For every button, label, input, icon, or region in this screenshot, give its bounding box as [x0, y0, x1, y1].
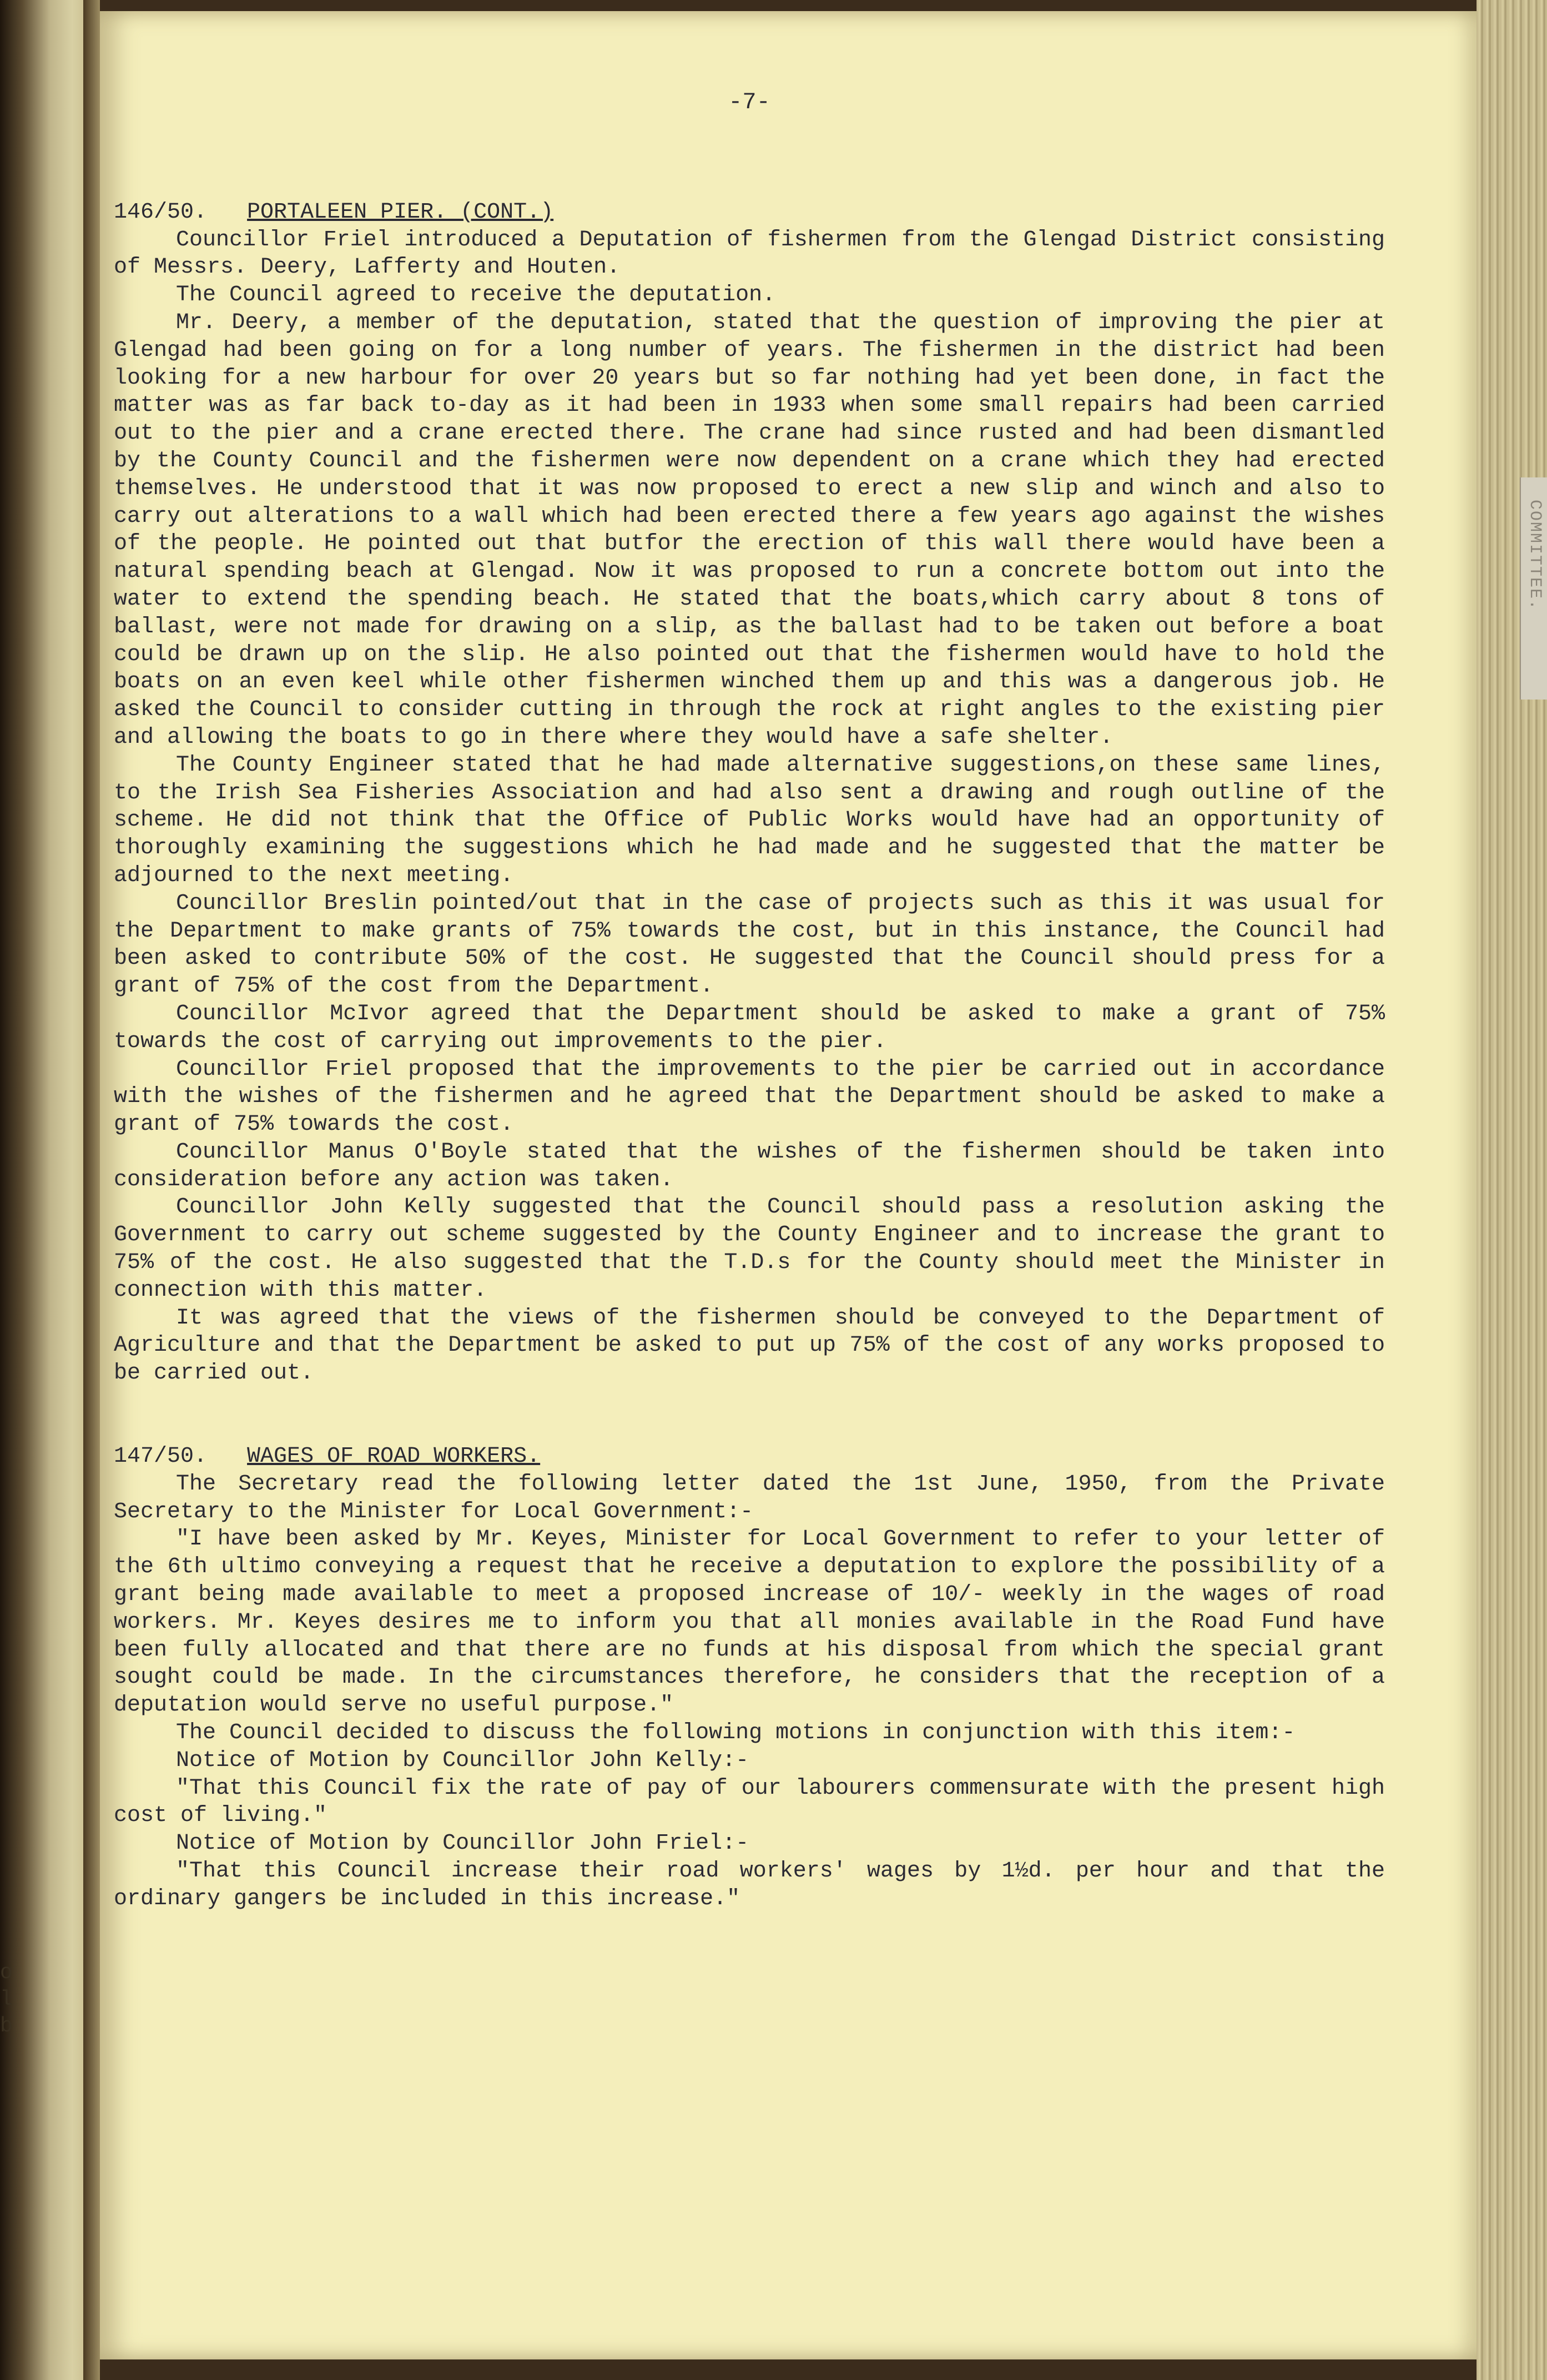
section-gap: [114, 1387, 1385, 1443]
paragraph: Councillor John Kelly suggested that the Council should pass a resolution asking the Government to carry out scheme suggested by the County Engineer and to increase the grant to 75% of the cost. He also suggested that the T.D.s for the County should meet the Minister in connection with this matter.: [114, 1195, 1385, 1303]
paragraph: Councillor Breslin pointed/out that in the case of projects such as this it was usual for the Department to make grants of 75% towards the cost, but in this instance, the Council had been asked to contribute 50% of the cost. He suggested that the Council should press for a grant of 75% of the cost from the Department.: [114, 890, 1385, 999]
paragraph: Councillor Friel introduced a Deputation of fishermen from the Glengad District consisting of Messrs. Deery, Lafferty and Houten.: [114, 227, 1385, 280]
page-stack-edge: [1477, 0, 1547, 2380]
document-content: [114, 89, 1385, 1913]
paragraph: Councillor McIvor agreed that the Department should be asked to make a grant of 75% towards the cost of carrying out improvements to the pier.: [114, 1001, 1385, 1054]
section-ref: 147/50.: [114, 1444, 208, 1470]
section-heading-wages: [114, 1443, 1385, 1471]
motion-notice: Notice of Motion by Councillor John Kelly:-: [176, 1748, 749, 1773]
section-title: PORTALEEN PIER. (CONT.): [247, 199, 554, 225]
paragraph: Councillor Manus O'Boyle stated that the wishes of the fishermen should be taken into consideration before any action was taken.: [114, 1139, 1385, 1192]
margin-mark: o: [0, 1961, 13, 1985]
paragraph: Councillor Friel proposed that the improvements to the pier be carried out in accordance with the wishes of the fishermen and he agreed that the Department should be asked to make a grant of 75% towards the cost.: [114, 1056, 1385, 1138]
margin-mark: l: [0, 1987, 13, 2011]
motion-notice: Notice of Motion by Councillor John Friel:-: [176, 1831, 749, 1856]
paragraph: The Council decided to discuss the following motions in conjunction with this item:-: [176, 1720, 1296, 1746]
paragraph: The Council agreed to receive the deputation.: [176, 283, 776, 308]
quoted-letter: "I have been asked by Mr. Keyes, Minister for Local Government to refer to your letter of the 6th ultimo conveying a request that he receive a deputation to explore the possibility of a grant being made available to meet a proposed increase of 10/- weekly in the wages of road workers. Mr. Keyes desires me to inform you that all monies available in the Road Fund have been fully allocated and that there are no funds at his disposal from which the special grant sought could be made. In the circumstances therefore, he considers that the reception of a deputation would serve no useful purpose.": [114, 1527, 1385, 1718]
section-heading-portaleen: [114, 199, 1385, 227]
motion-text: "That this Council increase their road workers' wages by 1½d. per hour and that the ordinary gangers be included in this increase.": [114, 1859, 1385, 1911]
book-gutter: [83, 0, 100, 2380]
section-ref: 146/50.: [114, 199, 208, 225]
paragraph: Mr. Deery, a member of the deputation, stated that the question of improving the pier at Glengad had been going on for a long number of years. The fishermen in the district had been looking for a new harbour for over 20 years but so far nothing had yet been done, in fact the matter was as far back to-day as it had been in 1933 when some small repairs had been carried out to the pier and a crane erected there. The crane had since rusted and had been dismantled by the County Council and the fishermen were now dependent on a crane which they had erected themselves. He understood that it was now proposed to erect a new slip and winch and also to carry out alterations to a wall which had been erected there a few years ago against the wishes of the people. He pointed out that butfor the erection of this wall there would have been a natural spending beach at Glengad. Now it was proposed to run a concrete bottom out into the water to extend the spending beach. He stated that the boats,which carry about 8 tons of ballast, were not made for drawing on a slip, as the ballast had to be taken out before a boat could be drawn up on the slip. He also pointed out that the fishermen would have to hold the boats on an even keel while other fishermen winched them up and this was a dangerous job. He asked the Council to consider cutting in through the rock at right angles to the existing pier and allowing the boats to go in there where they would have a safe shelter.: [114, 310, 1385, 750]
index-tab-label: COMMITTEE.: [1525, 500, 1544, 611]
margin-mark: b: [0, 2014, 13, 2038]
paragraph: The Secretary read the following letter dated the 1st June, 1950, from the Private Secretary to the Minister for Local Government:-: [114, 1471, 1385, 1524]
margin-marks: [0, 1960, 22, 2040]
paragraph: It was agreed that the views of the fishermen should be conveyed to the Department of Agriculture and that the Department be asked to put up 75% of the cost of any works proposed to be carried out.: [114, 1305, 1385, 1386]
page-number: -7-: [728, 89, 770, 115]
paragraph: The County Engineer stated that he had made alternative suggestions,on these same lines, to the Irish Sea Fisheries Association and had also sent a drawing and rough outline of the scheme. He did not think that the Office of Public Works would have had an opportunity of thoroughly examining the suggestions which he had made and he suggested that the matter be adjourned to the next meeting.: [114, 752, 1385, 888]
motion-text: "That this Council fix the rate of pay of our labourers commensurate with the present high cost of living.": [114, 1775, 1385, 1829]
section-title: WAGES OF ROAD WORKERS.: [247, 1444, 541, 1470]
